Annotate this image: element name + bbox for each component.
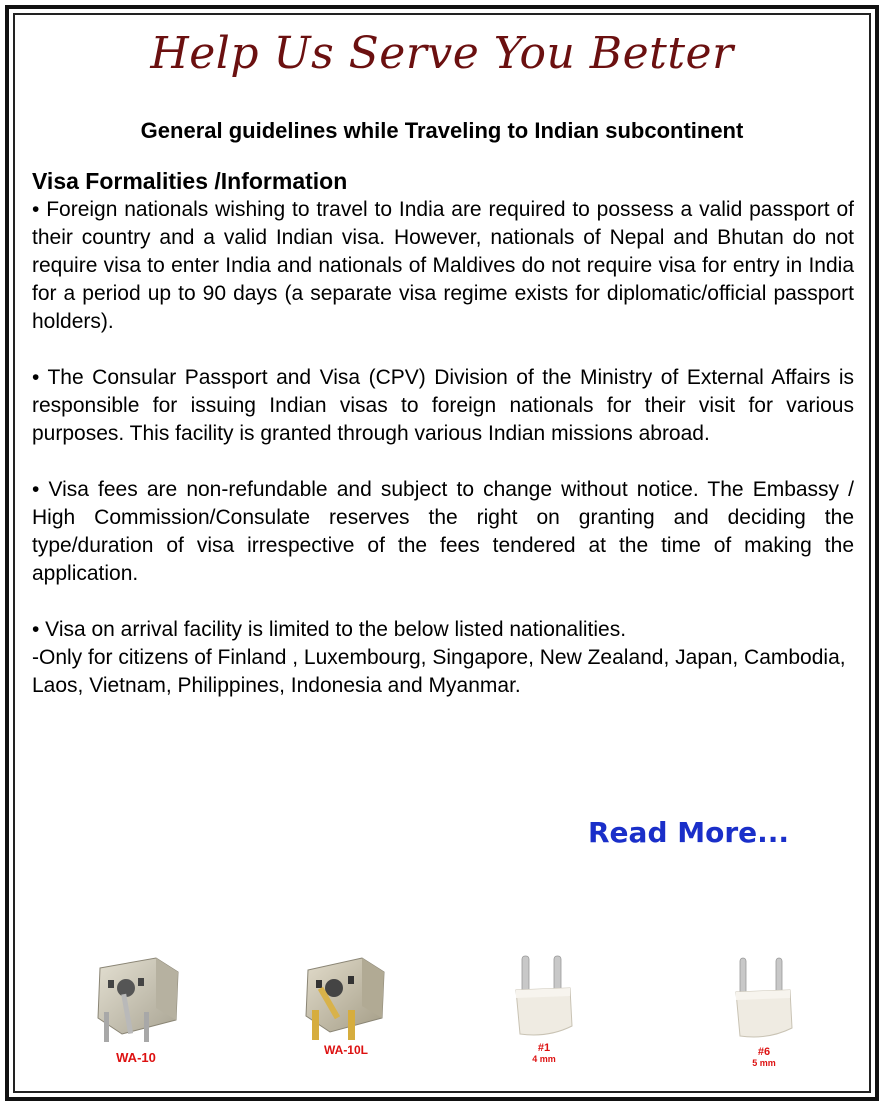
- paragraph-visa-fees: • Visa fees are non-refundable and subject to change without notice. The Embassy / High Commission/Consulate reserves the right on granting and deciding the type/duration of visa irrespective of the fees tendered at the time of making the application.: [32, 478, 854, 585]
- adapter-size-label: 4 mm: [532, 1054, 556, 1064]
- visa-info-section: [32, 166, 854, 700]
- adapter-1: [508, 952, 580, 1070]
- visa-on-arrival-countries: -Only for citizens of Finland , Luxembourg, Singapore, New Zealand, Japan, Cambodia, Laos, Vietnam, Philippines, Indonesia and Myanmar.: [32, 646, 846, 697]
- section-heading: Visa Formalities /Information: [32, 168, 348, 194]
- page-title: Help Us Serve You Better: [150, 28, 734, 79]
- plug-adapter-icon: [86, 950, 186, 1050]
- plug-adapter-icon: [296, 948, 396, 1048]
- page-subtitle: General guidelines while Traveling to Indian subcontinent: [140, 118, 744, 143]
- visa-on-arrival-intro: • Visa on arrival facility is limited to the below listed nationalities.: [32, 618, 627, 641]
- paragraph-foreign-nationals: • Foreign nationals wishing to travel to India are required to possess a valid passport of their country and a valid Indian visa. However, nationals of Nepal and Bhutan do not require visa to enter India and nationals of Maldives do not require visa for entry in India for a period up to 90 days (a separate visa regime exists for diplomatic/official passport holders).: [32, 198, 854, 333]
- adapter-label: WA-10: [116, 1050, 156, 1065]
- adapter-size-label: 5 mm: [752, 1058, 776, 1068]
- adapter-label: WA-10L: [323, 1043, 368, 1057]
- paragraph-cpv-division: • The Consular Passport and Visa (CPV) Division of the Ministry of External Affairs is responsible for issuing Indian visas to foreign nationals for their visit for various purposes. This facility is granted through various Indian missions abroad.: [32, 366, 854, 445]
- plug-adapter-icon: [728, 952, 800, 1048]
- adapter-6: [728, 952, 800, 1070]
- read-more-link[interactable]: Read More...: [588, 816, 790, 849]
- paragraph-visa-on-arrival: [32, 616, 854, 700]
- adapter-wa-10: [86, 950, 186, 1070]
- adapter-label: #1: [537, 1042, 551, 1054]
- plug-adapter-icon: [508, 952, 580, 1048]
- adapter-label: #6: [757, 1046, 771, 1058]
- adapter-wa-10l: [296, 948, 396, 1060]
